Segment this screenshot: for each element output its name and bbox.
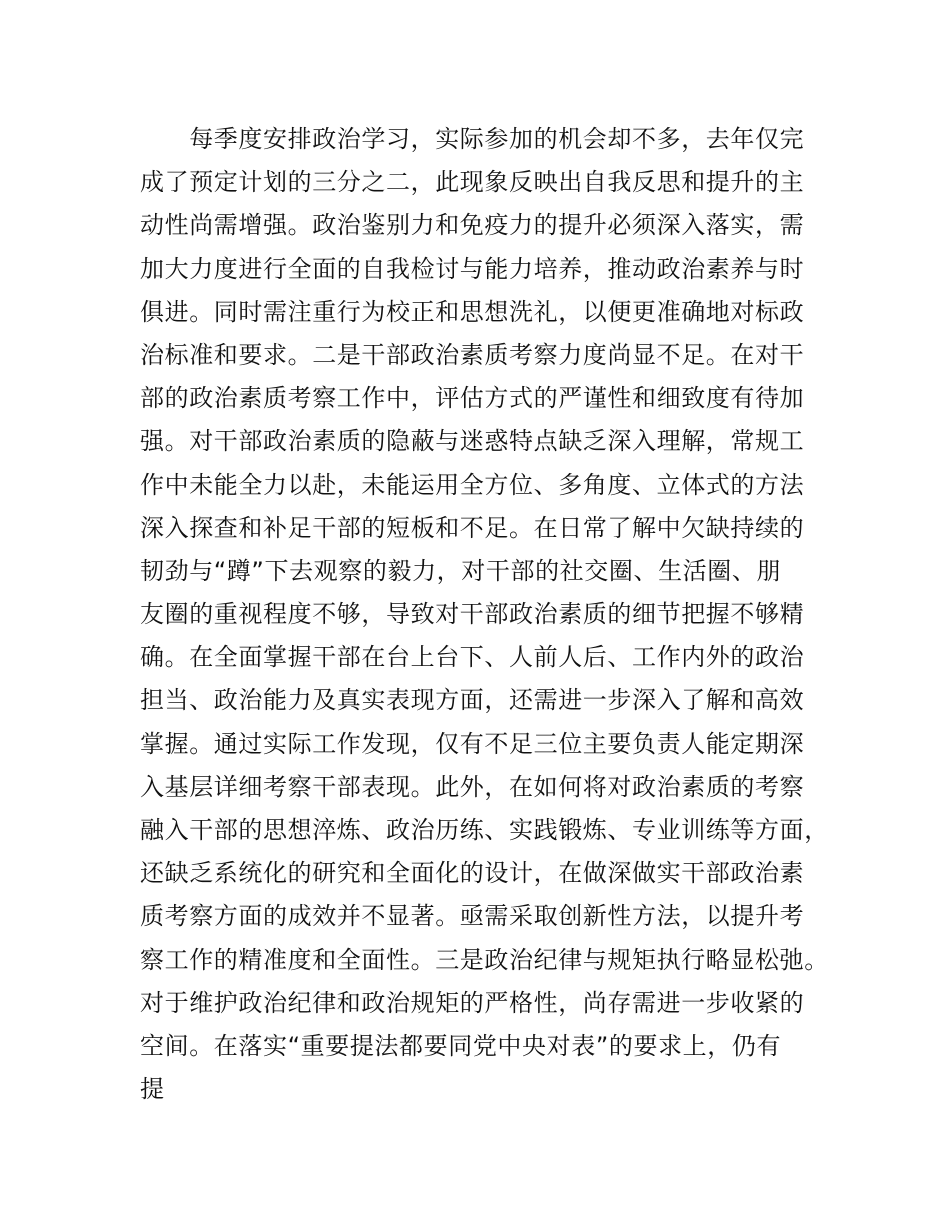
text-line: 空间。在落实“重要提法都要同党中央对表”的要求上，仍有 <box>140 1031 782 1060</box>
text-line: 友圈的重视程度不够，导致对干部政治素质的细节把握不够精 <box>140 600 805 629</box>
text-line: 掌握。通过实际工作发现，仅有不足三位主要负责人能定期深 <box>140 729 805 758</box>
text-line: 成了预定计划的三分之二，此现象反映出自我反思和提升的主 <box>140 168 805 197</box>
text-line: 部的政治素质考察工作中，评估方式的严谨性和细致度有待加 <box>140 384 805 413</box>
text-line: 韧劲与“蹲”下去观察的毅力，对干部的社交圈、生活圈、朋 <box>140 556 782 585</box>
text-line: 治标准和要求。二是干部政治素质考察力度尚显不足。在对干 <box>140 340 805 369</box>
text-line: 强。对干部政治素质的隐蔽与迷惑特点缺乏深入理解，常规工 <box>140 427 805 456</box>
body-paragraph <box>140 118 840 1111</box>
text-line: 还缺乏系统化的研究和全面化的设计，在做深做实干部政治素 <box>140 859 805 888</box>
text-line: 每季度安排政治学习，实际参加的机会却不多，去年仅完 <box>140 125 805 153</box>
text-line: 对于维护政治纪律和政治规矩的严格性，尚存需进一步收紧的 <box>140 988 805 1017</box>
text-line: 俱进。同时需注重行为校正和思想洗礼，以便更准确地对标政 <box>140 297 805 326</box>
text-line: 质考察方面的成效并不显著。亟需采取创新性方法，以提升考 <box>140 902 805 931</box>
text-line: 作中未能全力以赴，未能运用全方位、多角度、立体式的方法 <box>140 470 805 499</box>
text-line: 提 <box>140 1075 165 1104</box>
text-line: 入基层详细考察干部表现。此外，在如何将对政治素质的考察 <box>140 772 805 801</box>
text-line: 深入探查和补足干部的短板和不足。在日常了解中欠缺持续的 <box>140 513 805 542</box>
text-line: 察工作的精准度和全面性。三是政治纪律与规矩执行略显松弛。 <box>140 945 829 974</box>
text-line: 确。在全面掌握干部在台上台下、人前人后、工作内外的政治 <box>140 643 805 672</box>
text-line: 动性尚需增强。政治鉴别力和免疫力的提升必须深入落实，需 <box>140 211 805 240</box>
text-line: 融入干部的思想淬炼、政治历练、实践锻炼、专业训练等方面， <box>140 816 829 844</box>
text-line: 担当、政治能力及真实表现方面，还需进一步深入了解和高效 <box>140 686 805 715</box>
text-line: 加大力度进行全面的自我检讨与能力培养，推动政治素养与时 <box>140 254 805 283</box>
